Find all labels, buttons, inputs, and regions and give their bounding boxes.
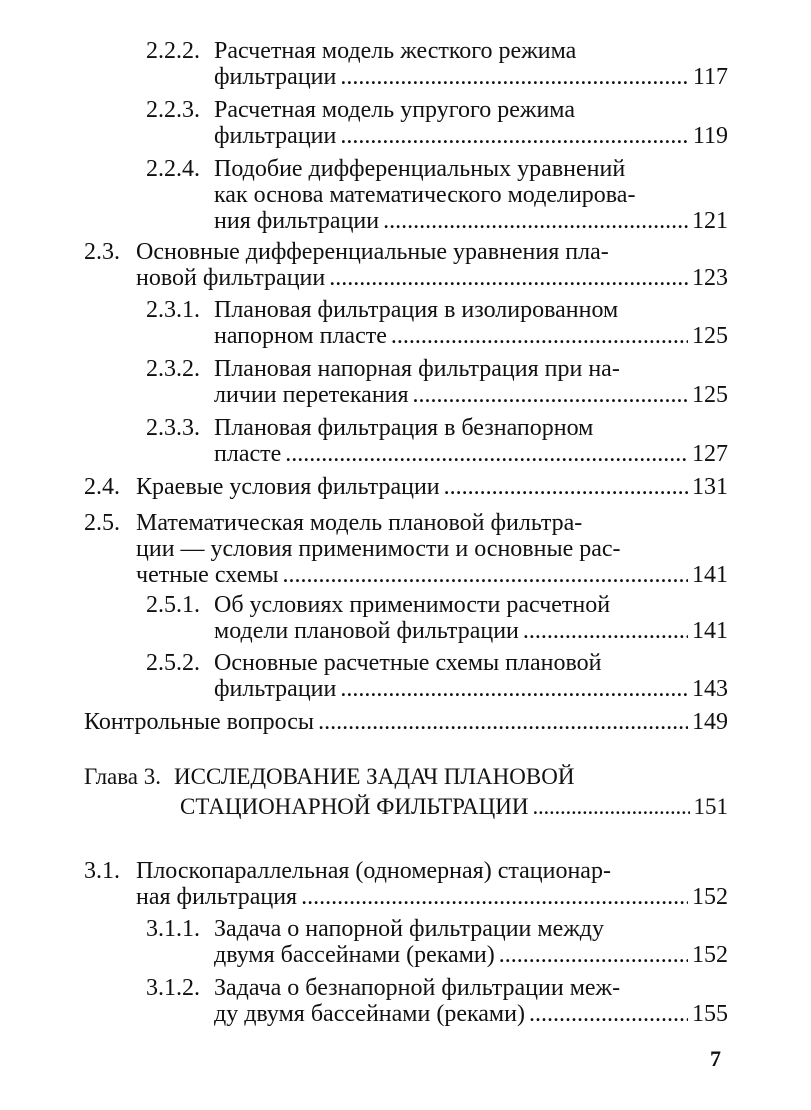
toc-page-number: 131	[692, 474, 728, 500]
toc-title-last: СТАЦИОНАРНОЙ ФИЛЬТРАЦИИ	[180, 794, 529, 819]
toc-title-last: модели плановой фильтрации	[214, 618, 519, 644]
toc-number: 2.5.1.	[146, 592, 200, 618]
toc-title-line: Расчетная модель жесткого режима	[214, 38, 577, 64]
page-number: 7	[710, 1046, 721, 1071]
toc-page-number: 127	[692, 441, 728, 467]
toc-page-number: 151	[693, 794, 728, 819]
toc-title-line: ции — условия применимости и основные рас-	[136, 536, 621, 562]
toc-page-number: 123	[692, 265, 728, 291]
toc-entry-chapter-3	[84, 764, 728, 824]
toc-number: 2.2.3.	[146, 97, 200, 123]
toc-title-last: Контрольные вопросы	[84, 709, 315, 735]
dot-leader	[444, 474, 688, 500]
toc-title-line: Плановая фильтрация в изолированном	[214, 297, 619, 323]
dot-leader	[285, 441, 688, 467]
toc-entry-2-4	[84, 474, 728, 500]
toc-title-line: Подобие дифференциальных уравнений	[214, 156, 626, 182]
toc-number: 2.3.3.	[146, 415, 200, 441]
toc-title-line: Математическая модель плановой фильтра-	[136, 510, 583, 536]
dot-leader	[499, 942, 688, 968]
toc-title-last: фильтрации	[214, 676, 337, 702]
dot-leader	[383, 208, 688, 234]
toc-title-last: четные схемы	[136, 562, 279, 588]
toc-page-number: 119	[692, 123, 728, 149]
toc-page-number: 143	[692, 676, 728, 702]
toc-title-line: ИССЛЕДОВАНИЕ ЗАДАЧ ПЛАНОВОЙ	[174, 764, 575, 789]
toc-entry-2-5	[84, 510, 728, 588]
toc-page-number: 121	[692, 208, 728, 234]
toc-title-last: ду двумя бассейнами (реками)	[214, 1001, 525, 1027]
toc-entry-3-1-2	[146, 975, 728, 1027]
dot-leader	[301, 884, 688, 910]
toc-chapter-label: Глава 3.	[84, 764, 162, 789]
dot-leader	[340, 64, 689, 90]
toc-page-number: 149	[692, 709, 728, 735]
toc-entry-2-2-3	[146, 97, 728, 149]
toc-page-number: 155	[692, 1001, 728, 1027]
dot-leader	[318, 709, 688, 735]
toc-entry-review-questions	[84, 709, 728, 735]
toc-title-line: Задача о напорной фильтрации между	[214, 916, 605, 942]
dot-leader	[413, 382, 688, 408]
toc-title-last: личии перетекания	[214, 382, 409, 408]
toc-page-number: 125	[692, 323, 728, 349]
toc-entry-2-3-2	[146, 356, 728, 408]
toc-number: 2.3.1.	[146, 297, 200, 323]
toc-number: 2.3.	[84, 239, 120, 265]
dot-leader	[523, 618, 688, 644]
toc-page-number: 152	[692, 884, 728, 910]
toc-entry-3-1-1	[146, 916, 728, 968]
dot-leader	[329, 265, 688, 291]
toc-number: 3.1.	[84, 858, 120, 884]
toc-title-last: ная фильтрация	[136, 884, 298, 910]
dot-leader	[283, 562, 688, 588]
toc-page-number: 141	[692, 562, 728, 588]
dot-leader	[391, 323, 688, 349]
toc-number: 3.1.1.	[146, 916, 200, 942]
toc-number: 3.1.2.	[146, 975, 200, 1001]
toc-title-line: Расчетная модель упругого режима	[214, 97, 575, 123]
dot-leader	[340, 676, 688, 702]
toc-page-number: 125	[692, 382, 728, 408]
toc-title-line: Плоскопараллельная (одномерная) стационар-	[136, 858, 611, 884]
toc-title-line: Основные расчетные схемы плановой	[214, 650, 602, 676]
toc-title-last: ния фильтрации	[214, 208, 380, 234]
toc-title-line: Основные дифференциальные уравнения пла-	[136, 239, 609, 265]
dot-leader	[532, 794, 689, 820]
toc-page-number: 117	[692, 64, 728, 90]
toc-number: 2.2.2.	[146, 38, 200, 64]
toc-title-last: пласте	[214, 441, 282, 467]
toc-title-last: фильтрации	[214, 64, 337, 90]
toc-title-line: как основа математического моделирова-	[214, 182, 636, 208]
dot-leader	[340, 123, 689, 149]
dot-leader	[529, 1001, 688, 1027]
toc-title-last: Краевые условия фильтрации	[136, 474, 440, 500]
toc-entry-2-3	[84, 239, 728, 291]
toc-number: 2.2.4.	[146, 156, 200, 182]
toc-page-number: 141	[692, 618, 728, 644]
toc-page-number: 152	[692, 942, 728, 968]
toc-number: 2.4.	[84, 474, 120, 500]
toc-title-last: напорном пласте	[214, 323, 387, 349]
toc-entry-2-5-2	[146, 650, 728, 702]
toc-entry-3-1	[84, 858, 728, 910]
toc-entry-2-5-1	[146, 592, 728, 644]
toc-title-last: двумя бассейнами (реками)	[214, 942, 495, 968]
toc-number: 2.5.	[84, 510, 120, 536]
toc-title-last: фильтрации	[214, 123, 337, 149]
toc-entry-2-2-2	[146, 38, 728, 90]
toc-title-line: Об условиях применимости расчетной	[214, 592, 611, 618]
toc-title-line: Задача о безнапорной фильтрации меж-	[214, 975, 621, 1001]
toc-title-last: новой фильтрации	[136, 265, 326, 291]
toc-entry-2-2-4	[146, 156, 728, 234]
toc-entry-2-3-3	[146, 415, 728, 467]
toc-number: 2.5.2.	[146, 650, 200, 676]
toc-number: 2.3.2.	[146, 356, 200, 382]
toc-entry-2-3-1	[146, 297, 728, 349]
toc-title-line: Плановая напорная фильтрация при на-	[214, 356, 620, 382]
toc-title-line: Плановая фильтрация в безнапорном	[214, 415, 594, 441]
